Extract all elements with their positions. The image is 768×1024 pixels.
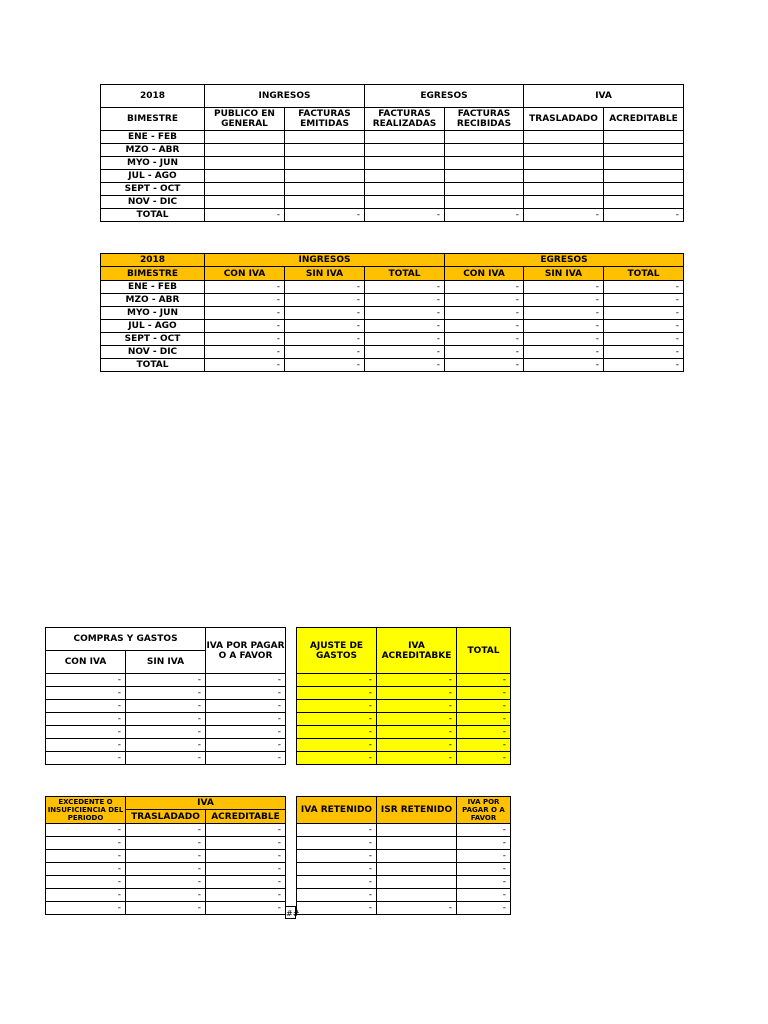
table-cell <box>365 131 445 144</box>
table-cell: - <box>297 674 377 687</box>
table-cell: - <box>457 713 511 726</box>
table-cell: - <box>46 713 126 726</box>
table-cell: - <box>297 752 377 765</box>
table-row <box>101 170 684 183</box>
ajuste-gastos-table <box>296 627 511 765</box>
table-cell <box>205 157 285 170</box>
table-row <box>297 837 511 850</box>
table-cell: - <box>285 209 365 222</box>
table-row <box>101 307 684 320</box>
column-header: TOTAL <box>604 267 684 281</box>
table-cell <box>524 157 604 170</box>
table-cell: - <box>206 876 286 889</box>
table-cell: - <box>524 333 604 346</box>
table-cell <box>524 144 604 157</box>
table-cell: - <box>126 726 206 739</box>
table-cell: - <box>457 876 511 889</box>
table-cell: - <box>206 863 286 876</box>
table-cell: - <box>445 209 524 222</box>
table-cell: - <box>445 307 524 320</box>
ingresos-header: INGRESOS <box>205 254 445 267</box>
table-cell: - <box>297 902 377 915</box>
ingresos-header: INGRESOS <box>205 85 365 108</box>
table-row <box>46 687 286 700</box>
table-cell: - <box>285 307 365 320</box>
column-header: TOTAL <box>365 267 445 281</box>
table-cell: - <box>524 346 604 359</box>
table-cell: - <box>285 359 365 372</box>
iva-retenido-header: IVA RETENIDO <box>297 797 377 824</box>
table-row <box>46 700 286 713</box>
table-cell: - <box>206 700 286 713</box>
table-cell: - <box>46 739 126 752</box>
table-cell: - <box>365 281 445 294</box>
column-header: FACTURAS EMITIDAS <box>285 108 365 131</box>
compras-gastos-table <box>45 627 286 765</box>
table-cell <box>604 183 684 196</box>
table-row <box>101 333 684 346</box>
table-cell: - <box>457 726 511 739</box>
table-cell: - <box>126 687 206 700</box>
table-cell: - <box>297 739 377 752</box>
table-cell <box>445 170 524 183</box>
table-cell: - <box>377 674 457 687</box>
table-cell: - <box>206 713 286 726</box>
table-cell: - <box>457 739 511 752</box>
table-cell: - <box>46 687 126 700</box>
table-cell <box>377 850 457 863</box>
ajuste-gastos-header: AJUSTE DE GASTOS <box>297 628 377 674</box>
table-cell: - <box>46 902 126 915</box>
table-cell: - <box>297 713 377 726</box>
isr-retenido-header: ISR RETENIDO <box>377 797 457 824</box>
table-cell <box>285 183 365 196</box>
table-cell: - <box>205 294 285 307</box>
column-header: PUBLICO EN GENERAL <box>205 108 285 131</box>
table-cell <box>524 183 604 196</box>
table-cell: - <box>285 294 365 307</box>
table-cell: - <box>445 359 524 372</box>
table-cell <box>604 196 684 209</box>
table-cell: - <box>365 320 445 333</box>
table-cell: - <box>297 876 377 889</box>
table-cell: - <box>297 726 377 739</box>
table-cell: - <box>445 294 524 307</box>
table-cell: - <box>285 281 365 294</box>
table-cell: - <box>126 824 206 837</box>
table-row <box>46 713 286 726</box>
table-cell: - <box>205 307 285 320</box>
table-cell: - <box>604 346 684 359</box>
excedente-header: EXCEDENTE O INSUFICIENCIA DEL PERIODO <box>46 797 126 824</box>
table-cell: - <box>604 320 684 333</box>
table-cell: - <box>524 281 604 294</box>
table-cell <box>604 131 684 144</box>
table-cell <box>377 824 457 837</box>
table-cell: - <box>377 713 457 726</box>
table-cell: - <box>457 752 511 765</box>
table-cell: - <box>205 359 285 372</box>
table-cell: - <box>377 739 457 752</box>
table-cell: - <box>297 837 377 850</box>
table-cell <box>377 876 457 889</box>
table-cell: - <box>457 902 511 915</box>
bimestre-header: BIMESTRE <box>101 267 205 281</box>
table-cell <box>377 837 457 850</box>
table-cell: - <box>126 837 206 850</box>
column-header: ACREDITABLE <box>604 108 684 131</box>
table-row <box>101 359 684 372</box>
table-cell: - <box>46 700 126 713</box>
table-cell: - <box>285 333 365 346</box>
column-header: SIN IVA <box>285 267 365 281</box>
table-cell <box>365 157 445 170</box>
table-cell <box>365 196 445 209</box>
table-cell: - <box>297 824 377 837</box>
table-cell <box>365 170 445 183</box>
table-cell: - <box>206 674 286 687</box>
table-cell: - <box>297 850 377 863</box>
table-row <box>101 157 684 170</box>
table-cell: NOV - DIC <box>101 346 205 359</box>
egresos-header: EGRESOS <box>365 85 524 108</box>
table-cell: - <box>126 889 206 902</box>
table-cell: - <box>604 209 684 222</box>
iva-acreditable-header: IVA ACREDITABKE <box>377 628 457 674</box>
table-cell: ENE - FEB <box>101 131 205 144</box>
sin-iva-header: SIN IVA <box>126 651 206 674</box>
table-row <box>101 183 684 196</box>
table-cell: - <box>206 739 286 752</box>
table-cell <box>205 196 285 209</box>
egresos-header: EGRESOS <box>445 254 684 267</box>
table-cell <box>205 131 285 144</box>
table-row <box>46 726 286 739</box>
table-cell: - <box>604 281 684 294</box>
column-header: TRASLADADO <box>524 108 604 131</box>
table-cell: - <box>445 320 524 333</box>
table-cell: - <box>205 333 285 346</box>
table-row <box>297 726 511 739</box>
table-cell <box>285 144 365 157</box>
overflow-cell: ## <box>285 906 296 919</box>
table-cell: - <box>285 346 365 359</box>
table-cell <box>285 170 365 183</box>
table-row <box>46 824 286 837</box>
table-cell: - <box>365 294 445 307</box>
table-cell: - <box>205 320 285 333</box>
table-cell <box>365 144 445 157</box>
table-cell <box>377 863 457 876</box>
table-row <box>101 131 684 144</box>
table-row <box>46 902 286 915</box>
table-cell: - <box>126 876 206 889</box>
table-row <box>101 346 684 359</box>
table-row <box>46 739 286 752</box>
table-row <box>297 752 511 765</box>
table-cell: - <box>457 837 511 850</box>
table-cell: - <box>205 209 285 222</box>
table-cell: - <box>457 674 511 687</box>
table-cell: - <box>46 889 126 902</box>
table-cell: - <box>377 726 457 739</box>
table-cell: - <box>457 863 511 876</box>
iva-header: IVA <box>524 85 684 108</box>
table-cell: - <box>524 359 604 372</box>
table-cell <box>604 170 684 183</box>
table-row <box>46 863 286 876</box>
table-cell: - <box>46 824 126 837</box>
table-cell: - <box>126 674 206 687</box>
bimestral-summary-table <box>100 84 684 222</box>
table-cell: - <box>126 713 206 726</box>
table-cell: MYO - JUN <box>101 157 205 170</box>
table-cell <box>365 183 445 196</box>
table-cell <box>445 157 524 170</box>
iva-header: IVA <box>126 797 286 810</box>
table-row <box>297 876 511 889</box>
table-cell: - <box>365 307 445 320</box>
table-cell: - <box>365 359 445 372</box>
table-cell: - <box>297 863 377 876</box>
table-cell: - <box>377 700 457 713</box>
table-row <box>46 752 286 765</box>
table-cell: - <box>365 209 445 222</box>
column-header: CON IVA <box>445 267 524 281</box>
table-cell <box>524 196 604 209</box>
table-cell <box>285 157 365 170</box>
table-row <box>297 739 511 752</box>
table-cell: - <box>297 889 377 902</box>
table-cell <box>604 144 684 157</box>
table-cell: - <box>46 876 126 889</box>
table-cell: - <box>46 752 126 765</box>
compras-gastos-header: COMPRAS Y GASTOS <box>46 628 206 651</box>
column-header: CON IVA <box>205 267 285 281</box>
table-cell: - <box>206 824 286 837</box>
table-cell: - <box>297 700 377 713</box>
bimestre-header: BIMESTRE <box>101 108 205 131</box>
table-cell: MYO - JUN <box>101 307 205 320</box>
table-cell <box>205 170 285 183</box>
acreditable-header: ACREDITABLE <box>206 810 286 824</box>
table-cell: NOV - DIC <box>101 196 205 209</box>
table-row <box>297 824 511 837</box>
year-header: 2018 <box>101 254 205 267</box>
table-cell <box>445 131 524 144</box>
table-cell: MZO - ABR <box>101 294 205 307</box>
ingresos-egresos-table <box>100 253 684 372</box>
table-row <box>297 850 511 863</box>
table-cell: - <box>604 307 684 320</box>
table-row <box>297 902 511 915</box>
table-row <box>297 700 511 713</box>
table-row <box>297 713 511 726</box>
table-cell: - <box>377 687 457 700</box>
table-row <box>297 863 511 876</box>
table-cell: - <box>604 333 684 346</box>
table-cell: - <box>206 837 286 850</box>
table-row <box>297 687 511 700</box>
table-cell: ENE - FEB <box>101 281 205 294</box>
table-cell: - <box>206 889 286 902</box>
table-cell <box>445 183 524 196</box>
table-cell: - <box>377 902 457 915</box>
table-row <box>101 196 684 209</box>
table-cell: - <box>206 687 286 700</box>
excedente-table <box>45 796 286 915</box>
table-cell: - <box>206 726 286 739</box>
table-cell: - <box>377 752 457 765</box>
table-cell: TOTAL <box>101 359 205 372</box>
table-cell: MZO - ABR <box>101 144 205 157</box>
table-cell <box>285 131 365 144</box>
table-cell: - <box>365 333 445 346</box>
table-row <box>46 850 286 863</box>
trasladado-header: TRASLADADO <box>126 810 206 824</box>
table-cell: - <box>445 346 524 359</box>
table-cell <box>285 196 365 209</box>
table-row <box>101 144 684 157</box>
table-cell: - <box>604 359 684 372</box>
table-cell: - <box>297 687 377 700</box>
table-cell: - <box>445 333 524 346</box>
column-header: SIN IVA <box>524 267 604 281</box>
table-row <box>101 320 684 333</box>
table-cell: - <box>457 824 511 837</box>
iva-por-pagar-header: IVA POR PAGAR O A FAVOR <box>206 628 286 674</box>
table-cell: - <box>46 674 126 687</box>
table-row <box>101 281 684 294</box>
table-cell: - <box>524 320 604 333</box>
table-cell: - <box>457 850 511 863</box>
table-cell: - <box>126 752 206 765</box>
table-cell <box>524 131 604 144</box>
table-cell: - <box>206 850 286 863</box>
table-cell: - <box>524 209 604 222</box>
table-cell: - <box>524 307 604 320</box>
table-cell <box>205 183 285 196</box>
iva-por-pagar-header: IVA POR PAGAR O A FAVOR <box>457 797 511 824</box>
table-row <box>297 674 511 687</box>
table-cell: JUL - AGO <box>101 170 205 183</box>
table-row <box>46 837 286 850</box>
con-iva-header: CON IVA <box>46 651 126 674</box>
table-row <box>46 876 286 889</box>
table-row <box>297 889 511 902</box>
table-cell: - <box>365 346 445 359</box>
table-cell: - <box>457 889 511 902</box>
table-cell: - <box>205 281 285 294</box>
table-cell: - <box>457 687 511 700</box>
table-cell <box>445 144 524 157</box>
table-cell: - <box>457 700 511 713</box>
retenciones-table <box>296 796 511 915</box>
table-cell: - <box>126 850 206 863</box>
table-cell: - <box>46 837 126 850</box>
table-cell <box>377 889 457 902</box>
table-cell: - <box>205 346 285 359</box>
year-header: 2018 <box>101 85 205 108</box>
table-cell: - <box>206 902 286 915</box>
table-cell <box>445 196 524 209</box>
table-cell: - <box>46 850 126 863</box>
table-cell: - <box>524 294 604 307</box>
table-cell: - <box>46 863 126 876</box>
table-cell: - <box>46 726 126 739</box>
table-cell: TOTAL <box>101 209 205 222</box>
total-header: TOTAL <box>457 628 511 674</box>
table-cell: - <box>126 863 206 876</box>
table-cell: JUL - AGO <box>101 320 205 333</box>
table-cell: - <box>126 739 206 752</box>
table-cell <box>604 157 684 170</box>
table-cell: SEPT - OCT <box>101 183 205 196</box>
table-cell: - <box>445 281 524 294</box>
table-cell <box>524 170 604 183</box>
table-cell: - <box>126 700 206 713</box>
table-cell: SEPT - OCT <box>101 333 205 346</box>
table-cell: - <box>604 294 684 307</box>
table-row <box>101 294 684 307</box>
column-header: FACTURAS REALIZADAS <box>365 108 445 131</box>
table-row <box>46 674 286 687</box>
table-cell <box>205 144 285 157</box>
table-row <box>101 209 684 222</box>
table-cell: - <box>206 752 286 765</box>
column-header: FACTURAS RECIBIDAS <box>445 108 524 131</box>
table-cell: - <box>126 902 206 915</box>
table-row <box>46 889 286 902</box>
table-cell: - <box>285 320 365 333</box>
